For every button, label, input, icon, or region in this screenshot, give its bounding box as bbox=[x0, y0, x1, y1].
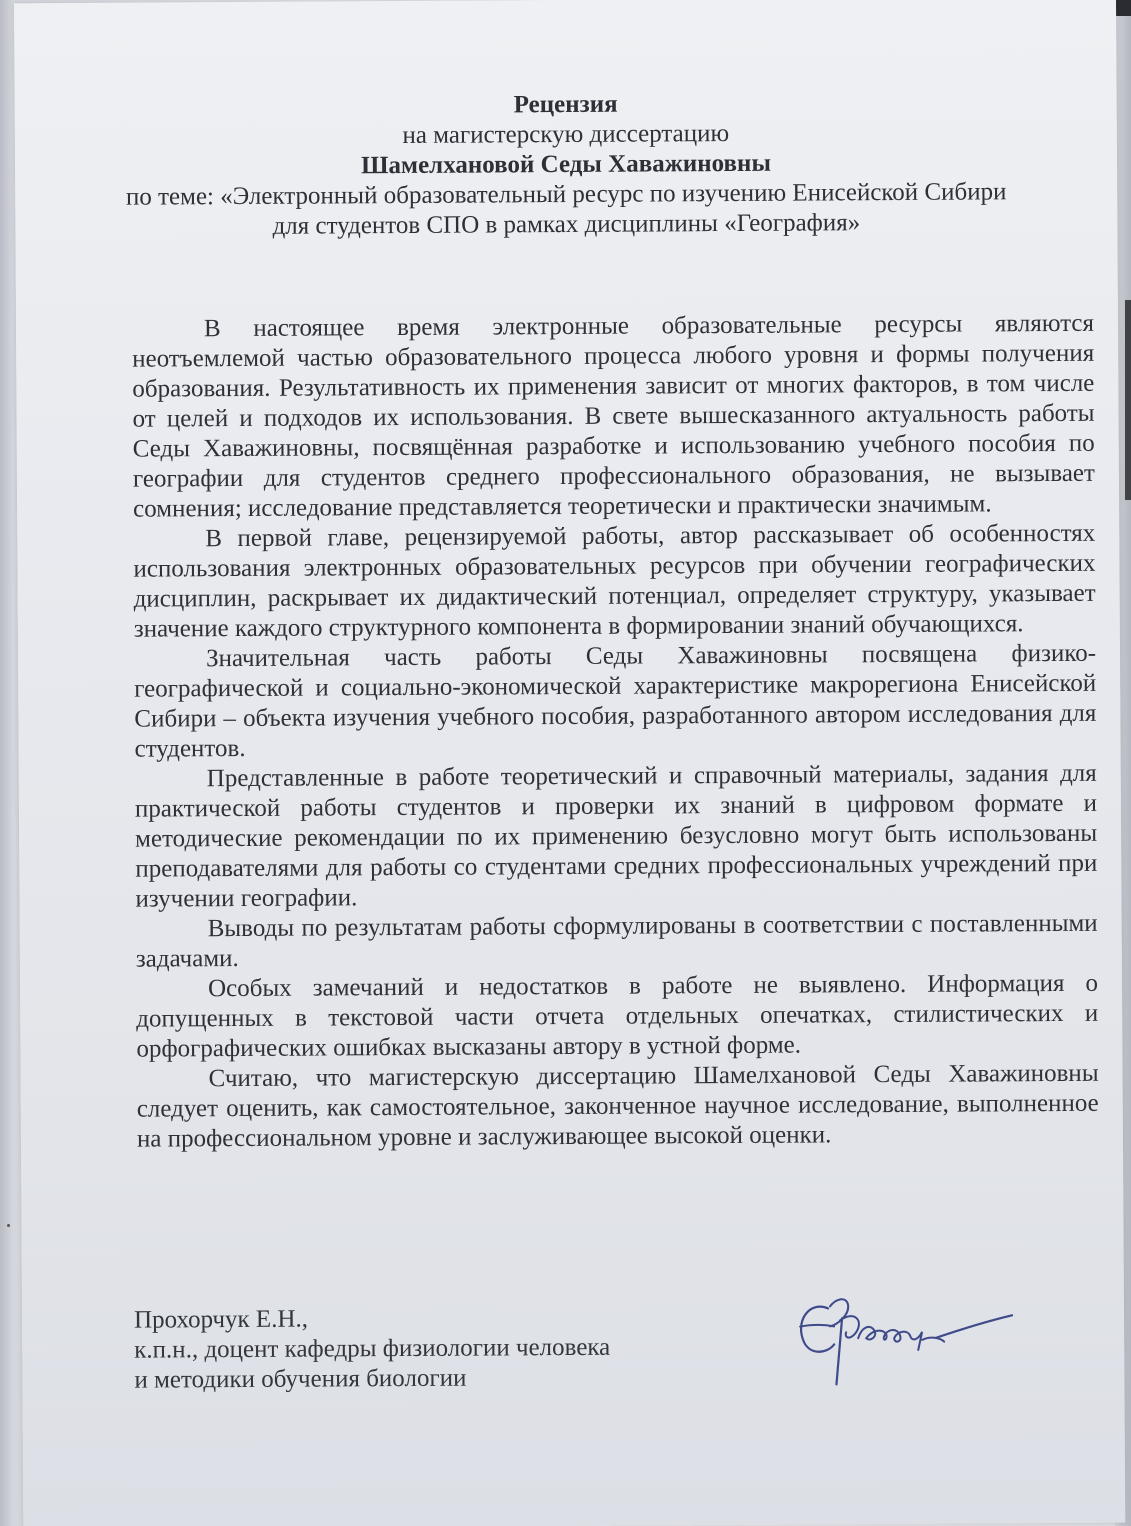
signatory-block bbox=[134, 1303, 611, 1396]
paragraph: Представленные в работе теоретический и справочный материалы, задания для практической работы студентов и проверки их знаний в цифровом формате и методические рекомендации по их применению безусловно могут быть использованы преподавателями для работы со студентами средних профессиональных учреждений при изучении географии. bbox=[134, 759, 1098, 913]
paragraph: Выводы по результатам работы сформулированы в соответствии с поставленными задачами. bbox=[135, 909, 1098, 973]
paper-sheet bbox=[14, 0, 1125, 1526]
topic-line-2: для студентов СПО в рамках дисциплины «География» bbox=[272, 209, 861, 240]
paragraph: Особых замечаний и недостатков в работе не выявлено. Информация о допущенных в текстовой части отчета отдельных опечатках, стилистических и орфографических ошибках высказаны автору в устной форме. bbox=[136, 969, 1099, 1063]
review-body bbox=[132, 309, 1099, 1155]
signatory-position-2: и методики обучения биологии bbox=[134, 1364, 467, 1394]
paragraph: В первой главе, рецензируемой работы, автор рассказывает об особенностях использования электронных образовательных ресурсов при обучении географических дисциплин, раскрывает их дидактический потенциал, определяет структуру, указывает значение каждого структурного компонента в формировании знаний обучающихся. bbox=[133, 519, 1096, 643]
student-name: Шамелхановой Седы Хаважиновны bbox=[360, 149, 772, 180]
handwritten-signature bbox=[790, 1279, 1021, 1390]
paragraph: В настоящее время электронные образовательные ресурсы являются неотъемлемой частью образовательного процесса любого уровня и формы получения образования. Результативность их применения зависит от многих факторов, в том числе от целей и подходов их использования. В свете вышесказанного актуальность работы Седы Хаважиновны, посвящённая разработке и использованию учебного пособия по географии для студентов среднего профессионального образования, не вызывает сомнения; исследование представляется теоретически и практически значимым. bbox=[132, 309, 1095, 523]
paragraph: Считаю, что магистерскую диссертацию Шамелхановой Седы Хаважиновны следует оценить, как самостоятельное, законченное научное исследование, выполненное на профессиональном уровне и заслуживающее высокой оценки. bbox=[136, 1059, 1099, 1153]
signatory-name: Прохорчук Е.Н., bbox=[133, 1305, 309, 1334]
review-title: Рецензия bbox=[513, 90, 618, 119]
review-heading bbox=[15, 87, 1118, 244]
dust-speck bbox=[7, 1224, 10, 1227]
background-left-edge bbox=[0, 0, 14, 1526]
review-subtitle: на магистерскую диссертацию bbox=[402, 120, 730, 149]
paragraph: Значительная часть работы Седы Хаважиновны посвящена физико-географической и социально-экономической характеристике макрорегиона Енисейской Сибири – объекта изучения учебного пособия, разработанного автором исследования для студентов. bbox=[134, 639, 1097, 763]
signatory-position-1: к.п.н., доцент кафедры физиологии человека bbox=[134, 1333, 611, 1364]
topic-line-1: по теме: «Электронный образовательный ресурс по изучению Енисейской Сибири bbox=[125, 178, 1007, 211]
